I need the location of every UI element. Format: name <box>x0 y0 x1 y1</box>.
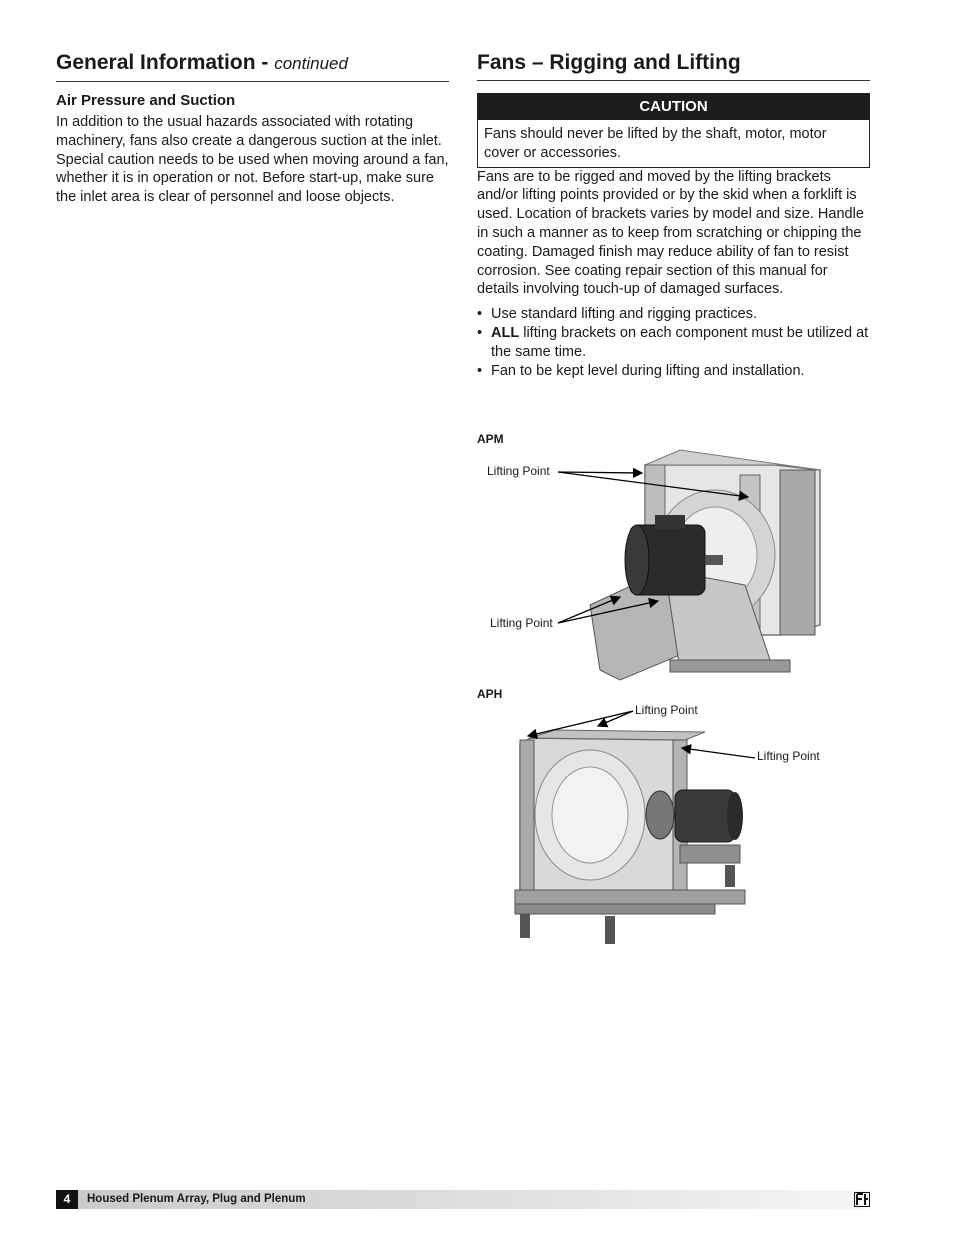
brand-logo-icon <box>854 1192 870 1207</box>
figure-label-aph: APH <box>477 687 503 701</box>
page-number: 4 <box>56 1190 78 1209</box>
aph-fan-illustration <box>495 700 835 950</box>
bullet-item: • Use standard lifting and rigging practices. <box>477 305 870 324</box>
heading-suffix: continued <box>274 54 348 73</box>
caution-box <box>477 93 870 168</box>
rigging-paragraph: Fans are to be rigged and moved by the lifting brackets and/or lifting points provided or by the skid when a forklift is used. Location of brackets varies by model and size. Handle in such a manner as to keep from scratching or chipping the coating. Damaged finish may reduce ability of fan to resist corrosion. See coating repair section of this manual for details involving touch-up of damaged surfaces. <box>477 168 864 298</box>
air-pressure-paragraph: In addition to the usual hazards associated with rotating machinery, fans also create a dangerous suction at the inlet. Special caution needs to be used when moving around a fan, whether it is in operation or not. Before start-up, make sure the inlet area is clear of personnel and loose objects. <box>56 114 449 206</box>
bullet-bold: ALL <box>491 324 520 341</box>
aph-callout-lifting-point-right: Lifting Point <box>757 749 820 763</box>
bullet-text: lifting brackets on each component must be utilized at the same time. <box>491 324 869 360</box>
page-footer <box>56 1190 870 1209</box>
right-column <box>477 48 870 380</box>
figure-label-apm: APM <box>477 432 504 446</box>
footer-title: Housed Plenum Array, Plug and Plenum <box>87 1193 306 1205</box>
apm-fan-illustration <box>480 445 830 685</box>
rigging-bullet-list <box>477 305 870 380</box>
bullet-item <box>477 324 870 362</box>
left-column <box>56 48 449 207</box>
section-heading-general-info <box>56 48 449 82</box>
bullet-item: • Fan to be kept level during lifting and installation. <box>477 362 870 381</box>
apm-callout-lifting-point-bottom: Lifting Point <box>490 616 553 630</box>
section-heading-rigging: Fans – Rigging and Lifting <box>477 48 870 81</box>
subheading-air-pressure: Air Pressure and Suction <box>56 92 236 109</box>
caution-text: Fans should never be lifted by the shaft, motor, motor cover or accessories. <box>484 126 827 161</box>
caution-title: CAUTION <box>478 94 869 120</box>
aph-callout-lifting-point-top: Lifting Point <box>635 703 698 717</box>
apm-callout-lifting-point-top: Lifting Point <box>487 464 550 478</box>
heading-text: General Information - <box>56 51 275 74</box>
